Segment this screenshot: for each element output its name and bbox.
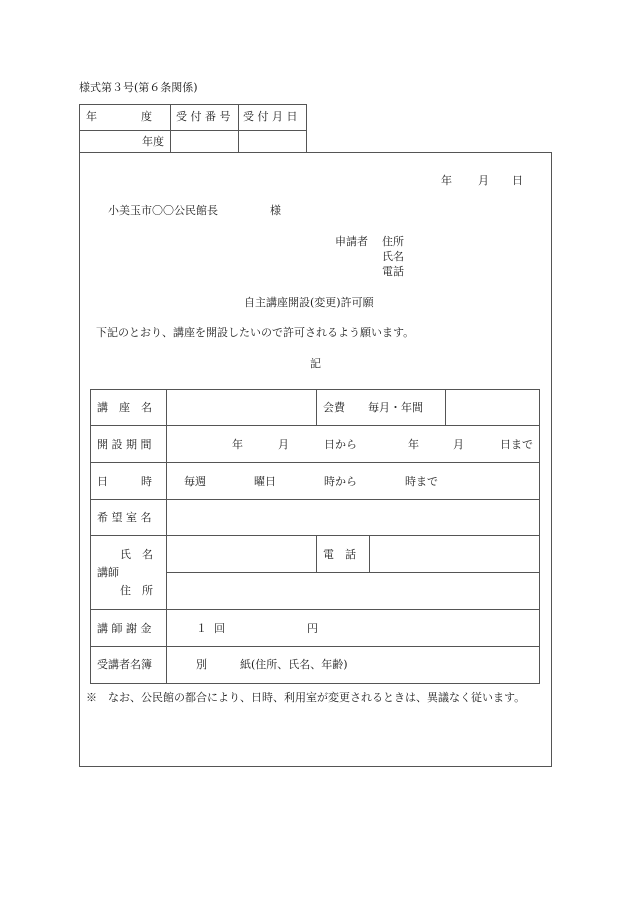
lecturer-phone-label: 電 話 <box>323 548 356 561</box>
yen: 円 <box>307 622 318 635</box>
addressee: 小美玉市〇〇公民館長 <box>108 204 218 217</box>
time-to: 時まで <box>405 475 438 488</box>
lecturer-fee-label: 講 師 謝 金 <box>97 622 152 635</box>
nendo-header: 年 度 <box>86 110 152 123</box>
period-year2: 年 <box>408 438 419 451</box>
datetime-label: 日 時 <box>97 475 152 488</box>
fee-options: 毎月・年間 <box>368 401 423 414</box>
room-label: 希 望 室 名 <box>97 511 152 524</box>
per-time: 回 <box>214 622 225 635</box>
weekly: 毎週 <box>184 475 206 488</box>
roster-paper: 紙(住所、氏名、年齢) <box>240 658 348 671</box>
uketsuke-gappi-header: 受 付 月 日 <box>243 110 298 123</box>
period-label: 開 設 期 間 <box>97 438 152 451</box>
fee-label: 会費 <box>323 401 345 414</box>
applicant-name: 氏名 <box>382 250 404 263</box>
time-from: 時から <box>324 475 357 488</box>
applicant-phone: 電話 <box>382 265 404 278</box>
form-number: 様式第３号(第６条関係) <box>79 81 198 94</box>
course-name-label: 講 座 名 <box>97 401 152 414</box>
period-to: 日まで <box>500 438 533 451</box>
lecturer-name-label: 氏 名 <box>120 548 153 561</box>
roster-separate: 別 <box>196 658 207 671</box>
intro-text: 下記のとおり、講座を開設したいので許可されるよう願います。 <box>96 326 415 339</box>
period-month1: 月 <box>278 438 289 451</box>
roster-label: 受講者名簿 <box>97 658 152 671</box>
footnote: ※ なお、公民館の都合により、日時、利用室が変更されるときは、異議なく従います。 <box>86 691 526 704</box>
applicant-address: 住所 <box>382 235 404 248</box>
period-from: 日から <box>324 438 357 451</box>
weekday: 曜日 <box>254 475 276 488</box>
period-year1: 年 <box>232 438 243 451</box>
lecturer-label: 講師 <box>97 566 119 579</box>
date-day: 日 <box>512 174 523 187</box>
ki: 記 <box>310 357 321 370</box>
nendo-value: 年度 <box>142 135 164 148</box>
lecturer-address-label: 住 所 <box>120 584 153 597</box>
doc-title: 自主講座開設(変更)許可願 <box>244 296 374 309</box>
applicant-label: 申請者 <box>335 235 368 248</box>
period-month2: 月 <box>453 438 464 451</box>
date-month: 月 <box>478 174 489 187</box>
sama: 様 <box>270 204 281 217</box>
uketsuke-bango-header: 受 付 番 号 <box>176 110 231 123</box>
date-year: 年 <box>441 174 452 187</box>
per-time-count: １ <box>196 622 207 635</box>
